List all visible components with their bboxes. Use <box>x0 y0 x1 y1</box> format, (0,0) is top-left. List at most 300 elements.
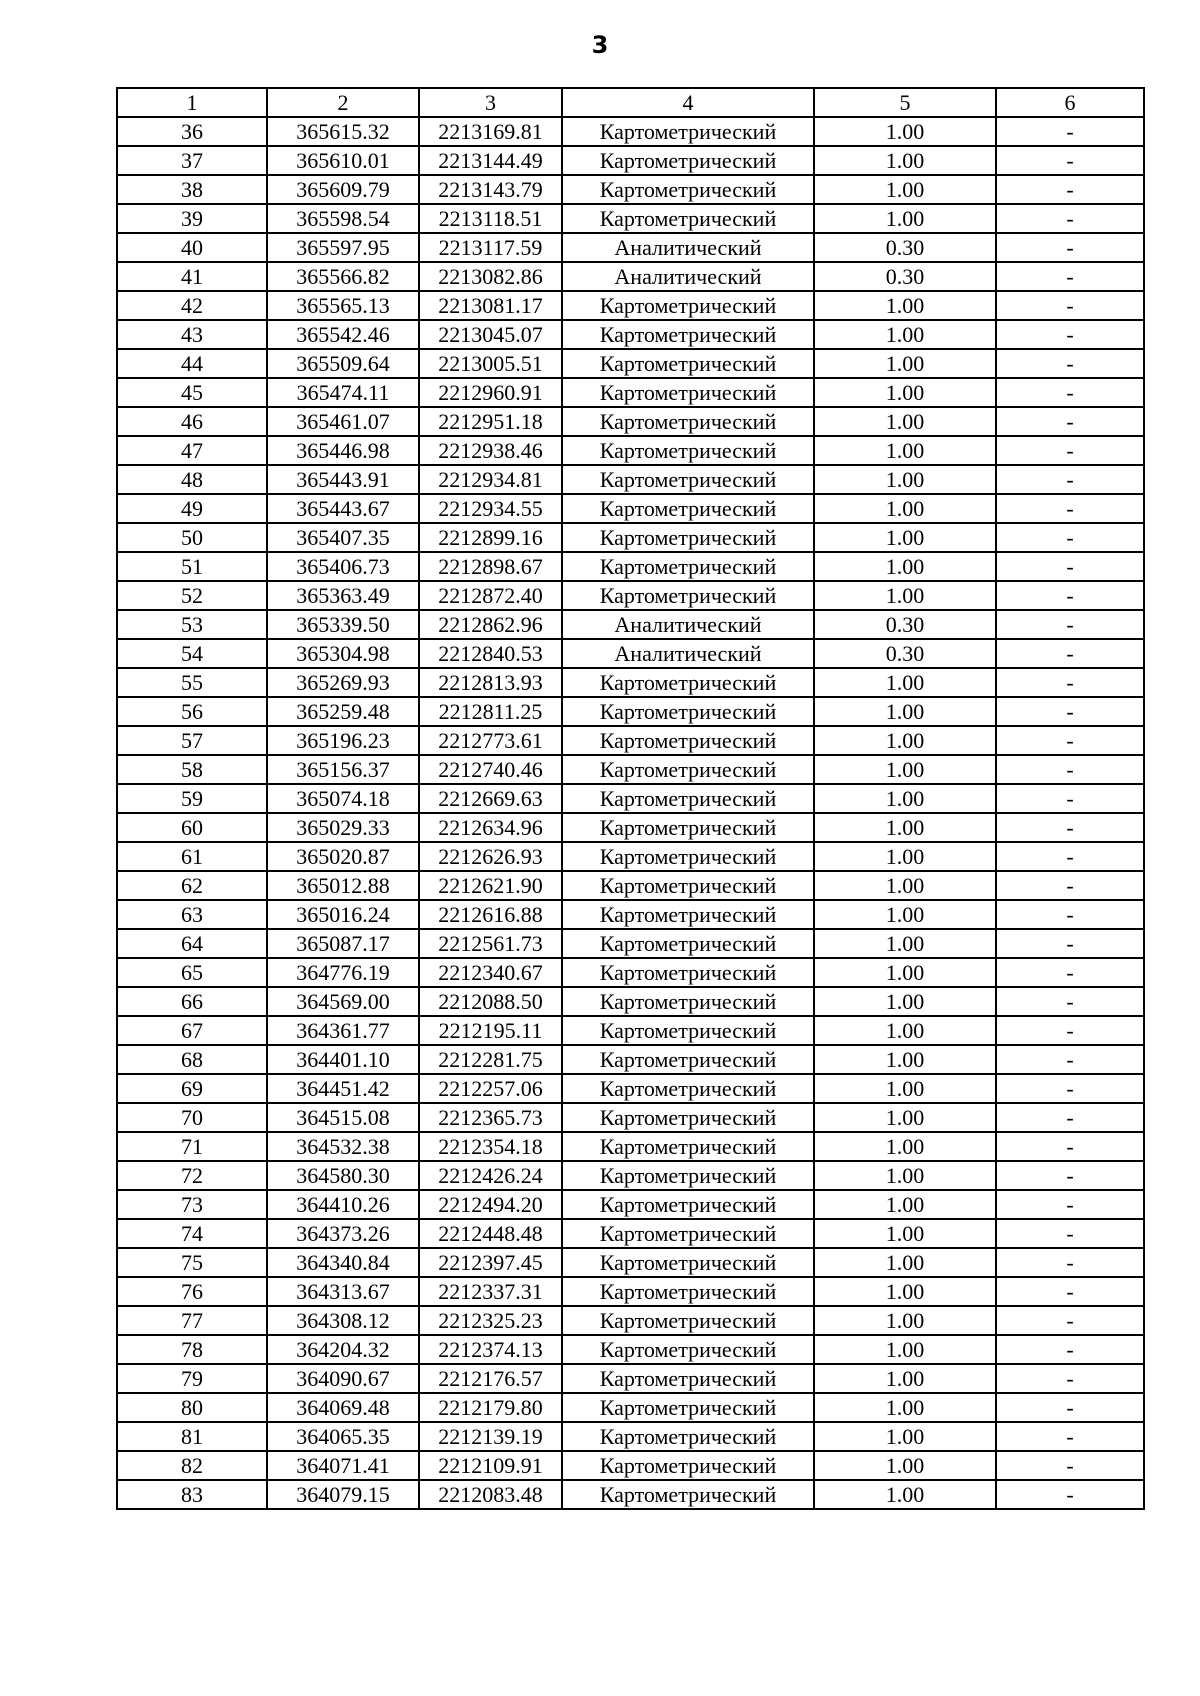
point-number-cell: 57 <box>117 726 267 755</box>
table-row <box>117 436 1144 465</box>
accuracy-cell: 0.30 <box>814 233 996 262</box>
y-coordinate-cell: 2213082.86 <box>419 262 562 291</box>
description-cell: - <box>996 610 1144 639</box>
table-row <box>117 552 1144 581</box>
table-row <box>117 1219 1144 1248</box>
table-row <box>117 494 1144 523</box>
method-cell: Картометрический <box>562 755 814 784</box>
point-number-cell: 67 <box>117 1016 267 1045</box>
accuracy-cell: 1.00 <box>814 175 996 204</box>
y-coordinate-cell: 2212561.73 <box>419 929 562 958</box>
description-cell: - <box>996 175 1144 204</box>
x-coordinate-cell: 364361.77 <box>267 1016 419 1045</box>
method-cell: Картометрический <box>562 668 814 697</box>
y-coordinate-cell: 2212872.40 <box>419 581 562 610</box>
table-row <box>117 1451 1144 1480</box>
description-cell: - <box>996 378 1144 407</box>
table-row <box>117 349 1144 378</box>
x-coordinate-cell: 365304.98 <box>267 639 419 668</box>
y-coordinate-cell: 2212811.25 <box>419 697 562 726</box>
y-coordinate-cell: 2212337.31 <box>419 1277 562 1306</box>
x-coordinate-cell: 364401.10 <box>267 1045 419 1074</box>
point-number-cell: 70 <box>117 1103 267 1132</box>
table-row <box>117 1016 1144 1045</box>
description-cell: - <box>996 233 1144 262</box>
point-number-cell: 44 <box>117 349 267 378</box>
method-cell: Картометрический <box>562 552 814 581</box>
method-cell: Картометрический <box>562 465 814 494</box>
point-number-cell: 50 <box>117 523 267 552</box>
point-number-cell: 62 <box>117 871 267 900</box>
page-number: 3 <box>591 31 609 59</box>
x-coordinate-cell: 364071.41 <box>267 1451 419 1480</box>
table-row <box>117 755 1144 784</box>
point-number-cell: 81 <box>117 1422 267 1451</box>
description-cell: - <box>996 1335 1144 1364</box>
point-number-cell: 36 <box>117 117 267 146</box>
accuracy-cell: 1.00 <box>814 523 996 552</box>
table-row <box>117 726 1144 755</box>
method-cell: Картометрический <box>562 1103 814 1132</box>
table-row <box>117 407 1144 436</box>
point-number-cell: 73 <box>117 1190 267 1219</box>
description-cell: - <box>996 726 1144 755</box>
table-row <box>117 929 1144 958</box>
table-row <box>117 1277 1144 1306</box>
y-coordinate-cell: 2212494.20 <box>419 1190 562 1219</box>
method-cell: Картометрический <box>562 1190 814 1219</box>
x-coordinate-cell: 365363.49 <box>267 581 419 610</box>
accuracy-cell: 1.00 <box>814 320 996 349</box>
point-number-cell: 46 <box>117 407 267 436</box>
table-row <box>117 1364 1144 1393</box>
table-row <box>117 668 1144 697</box>
accuracy-cell: 1.00 <box>814 1306 996 1335</box>
x-coordinate-cell: 365615.32 <box>267 117 419 146</box>
description-cell: - <box>996 146 1144 175</box>
table-row <box>117 291 1144 320</box>
point-number-cell: 54 <box>117 639 267 668</box>
x-coordinate-cell: 365598.54 <box>267 204 419 233</box>
method-cell: Картометрический <box>562 871 814 900</box>
point-number-cell: 77 <box>117 1306 267 1335</box>
accuracy-cell: 1.00 <box>814 436 996 465</box>
y-coordinate-cell: 2212773.61 <box>419 726 562 755</box>
accuracy-cell: 1.00 <box>814 1161 996 1190</box>
table-row <box>117 175 1144 204</box>
x-coordinate-cell: 364308.12 <box>267 1306 419 1335</box>
table-row <box>117 871 1144 900</box>
table-header-row <box>117 88 1144 117</box>
y-coordinate-cell: 2212960.91 <box>419 378 562 407</box>
x-coordinate-cell: 365016.24 <box>267 900 419 929</box>
method-cell: Картометрический <box>562 349 814 378</box>
x-coordinate-cell: 365259.48 <box>267 697 419 726</box>
description-cell: - <box>996 1364 1144 1393</box>
method-cell: Картометрический <box>562 1219 814 1248</box>
accuracy-cell: 1.00 <box>814 900 996 929</box>
accuracy-cell: 1.00 <box>814 291 996 320</box>
y-coordinate-cell: 2212621.90 <box>419 871 562 900</box>
description-cell: - <box>996 900 1144 929</box>
description-cell: - <box>996 204 1144 233</box>
method-cell: Картометрический <box>562 784 814 813</box>
description-cell: - <box>996 755 1144 784</box>
accuracy-cell: 1.00 <box>814 1132 996 1161</box>
x-coordinate-cell: 365407.35 <box>267 523 419 552</box>
description-cell: - <box>996 349 1144 378</box>
accuracy-cell: 0.30 <box>814 639 996 668</box>
x-coordinate-cell: 365542.46 <box>267 320 419 349</box>
description-cell: - <box>996 987 1144 1016</box>
method-cell: Картометрический <box>562 1451 814 1480</box>
accuracy-cell: 1.00 <box>814 407 996 436</box>
y-coordinate-cell: 2212862.96 <box>419 610 562 639</box>
y-coordinate-cell: 2213117.59 <box>419 233 562 262</box>
method-cell: Картометрический <box>562 1074 814 1103</box>
description-cell: - <box>996 1190 1144 1219</box>
accuracy-cell: 1.00 <box>814 1335 996 1364</box>
accuracy-cell: 1.00 <box>814 1393 996 1422</box>
y-coordinate-cell: 2212426.24 <box>419 1161 562 1190</box>
point-number-cell: 53 <box>117 610 267 639</box>
point-number-cell: 64 <box>117 929 267 958</box>
method-cell: Картометрический <box>562 407 814 436</box>
accuracy-cell: 1.00 <box>814 1248 996 1277</box>
y-coordinate-cell: 2212840.53 <box>419 639 562 668</box>
point-number-cell: 69 <box>117 1074 267 1103</box>
x-coordinate-cell: 365565.13 <box>267 291 419 320</box>
point-number-cell: 68 <box>117 1045 267 1074</box>
point-number-cell: 78 <box>117 1335 267 1364</box>
description-cell: - <box>996 1103 1144 1132</box>
accuracy-cell: 1.00 <box>814 987 996 1016</box>
description-cell: - <box>996 465 1144 494</box>
table-row <box>117 697 1144 726</box>
x-coordinate-cell: 365509.64 <box>267 349 419 378</box>
point-number-cell: 39 <box>117 204 267 233</box>
description-cell: - <box>996 958 1144 987</box>
accuracy-cell: 1.00 <box>814 117 996 146</box>
method-cell: Картометрический <box>562 697 814 726</box>
x-coordinate-cell: 365597.95 <box>267 233 419 262</box>
description-cell: - <box>996 523 1144 552</box>
x-coordinate-cell: 364410.26 <box>267 1190 419 1219</box>
point-number-cell: 83 <box>117 1480 267 1509</box>
description-cell: - <box>996 117 1144 146</box>
method-cell: Картометрический <box>562 1422 814 1451</box>
table-row <box>117 465 1144 494</box>
method-cell: Картометрический <box>562 378 814 407</box>
table-row <box>117 523 1144 552</box>
description-cell: - <box>996 1248 1144 1277</box>
y-coordinate-cell: 2212083.48 <box>419 1480 562 1509</box>
accuracy-cell: 1.00 <box>814 1451 996 1480</box>
description-cell: - <box>996 1451 1144 1480</box>
y-coordinate-cell: 2213005.51 <box>419 349 562 378</box>
y-coordinate-cell: 2213045.07 <box>419 320 562 349</box>
table-row <box>117 610 1144 639</box>
description-cell: - <box>996 784 1144 813</box>
point-number-cell: 82 <box>117 1451 267 1480</box>
table-row <box>117 639 1144 668</box>
y-coordinate-cell: 2213081.17 <box>419 291 562 320</box>
point-number-cell: 42 <box>117 291 267 320</box>
description-cell: - <box>996 668 1144 697</box>
x-coordinate-cell: 364079.15 <box>267 1480 419 1509</box>
method-cell: Картометрический <box>562 1393 814 1422</box>
x-coordinate-cell: 365474.11 <box>267 378 419 407</box>
point-number-cell: 38 <box>117 175 267 204</box>
method-cell: Картометрический <box>562 175 814 204</box>
description-cell: - <box>996 1016 1144 1045</box>
accuracy-cell: 1.00 <box>814 958 996 987</box>
method-cell: Картометрический <box>562 146 814 175</box>
point-number-cell: 47 <box>117 436 267 465</box>
x-coordinate-cell: 364532.38 <box>267 1132 419 1161</box>
point-number-cell: 76 <box>117 1277 267 1306</box>
table-row <box>117 117 1144 146</box>
accuracy-cell: 1.00 <box>814 1103 996 1132</box>
x-coordinate-cell: 365443.67 <box>267 494 419 523</box>
y-coordinate-cell: 2212934.81 <box>419 465 562 494</box>
accuracy-cell: 1.00 <box>814 697 996 726</box>
y-coordinate-cell: 2212325.23 <box>419 1306 562 1335</box>
y-coordinate-cell: 2212340.67 <box>419 958 562 987</box>
accuracy-cell: 1.00 <box>814 1219 996 1248</box>
method-cell: Картометрический <box>562 987 814 1016</box>
y-coordinate-cell: 2212397.45 <box>419 1248 562 1277</box>
x-coordinate-cell: 365196.23 <box>267 726 419 755</box>
table-row <box>117 581 1144 610</box>
y-coordinate-cell: 2212951.18 <box>419 407 562 436</box>
description-cell: - <box>996 1132 1144 1161</box>
y-coordinate-cell: 2213169.81 <box>419 117 562 146</box>
accuracy-cell: 1.00 <box>814 929 996 958</box>
table-row <box>117 842 1144 871</box>
x-coordinate-cell: 365012.88 <box>267 871 419 900</box>
description-cell: - <box>996 871 1144 900</box>
column-header: 5 <box>814 88 996 117</box>
coordinates-table <box>116 87 1145 1510</box>
description-cell: - <box>996 1393 1144 1422</box>
method-cell: Картометрический <box>562 1364 814 1393</box>
method-cell: Картометрический <box>562 1277 814 1306</box>
x-coordinate-cell: 364090.67 <box>267 1364 419 1393</box>
method-cell: Картометрический <box>562 1132 814 1161</box>
accuracy-cell: 1.00 <box>814 784 996 813</box>
x-coordinate-cell: 364569.00 <box>267 987 419 1016</box>
accuracy-cell: 1.00 <box>814 1364 996 1393</box>
point-number-cell: 74 <box>117 1219 267 1248</box>
point-number-cell: 61 <box>117 842 267 871</box>
table-row <box>117 1306 1144 1335</box>
y-coordinate-cell: 2212257.06 <box>419 1074 562 1103</box>
description-cell: - <box>996 291 1144 320</box>
method-cell: Картометрический <box>562 842 814 871</box>
x-coordinate-cell: 364776.19 <box>267 958 419 987</box>
point-number-cell: 58 <box>117 755 267 784</box>
y-coordinate-cell: 2212354.18 <box>419 1132 562 1161</box>
x-coordinate-cell: 365609.79 <box>267 175 419 204</box>
x-coordinate-cell: 365461.07 <box>267 407 419 436</box>
table-row <box>117 1480 1144 1509</box>
column-header: 1 <box>117 88 267 117</box>
accuracy-cell: 1.00 <box>814 552 996 581</box>
x-coordinate-cell: 365020.87 <box>267 842 419 871</box>
y-coordinate-cell: 2212448.48 <box>419 1219 562 1248</box>
description-cell: - <box>996 1219 1144 1248</box>
accuracy-cell: 1.00 <box>814 1045 996 1074</box>
method-cell: Картометрический <box>562 1480 814 1509</box>
table-row <box>117 784 1144 813</box>
description-cell: - <box>996 436 1144 465</box>
accuracy-cell: 1.00 <box>814 378 996 407</box>
x-coordinate-cell: 364451.42 <box>267 1074 419 1103</box>
accuracy-cell: 1.00 <box>814 842 996 871</box>
method-cell: Аналитический <box>562 610 814 639</box>
point-number-cell: 49 <box>117 494 267 523</box>
table-row <box>117 900 1144 929</box>
table-row <box>117 1074 1144 1103</box>
y-coordinate-cell: 2212616.88 <box>419 900 562 929</box>
description-cell: - <box>996 1480 1144 1509</box>
y-coordinate-cell: 2212634.96 <box>419 813 562 842</box>
point-number-cell: 59 <box>117 784 267 813</box>
y-coordinate-cell: 2212139.19 <box>419 1422 562 1451</box>
column-header: 4 <box>562 88 814 117</box>
x-coordinate-cell: 365566.82 <box>267 262 419 291</box>
column-header: 6 <box>996 88 1144 117</box>
method-cell: Картометрический <box>562 1306 814 1335</box>
table-row <box>117 1335 1144 1364</box>
y-coordinate-cell: 2212669.63 <box>419 784 562 813</box>
method-cell: Картометрический <box>562 320 814 349</box>
method-cell: Картометрический <box>562 813 814 842</box>
y-coordinate-cell: 2212195.11 <box>419 1016 562 1045</box>
accuracy-cell: 1.00 <box>814 1422 996 1451</box>
table-row <box>117 958 1144 987</box>
point-number-cell: 45 <box>117 378 267 407</box>
point-number-cell: 65 <box>117 958 267 987</box>
y-coordinate-cell: 2212813.93 <box>419 668 562 697</box>
description-cell: - <box>996 262 1144 291</box>
accuracy-cell: 1.00 <box>814 1074 996 1103</box>
y-coordinate-cell: 2212374.13 <box>419 1335 562 1364</box>
description-cell: - <box>996 407 1144 436</box>
x-coordinate-cell: 365446.98 <box>267 436 419 465</box>
accuracy-cell: 0.30 <box>814 262 996 291</box>
description-cell: - <box>996 1277 1144 1306</box>
accuracy-cell: 1.00 <box>814 813 996 842</box>
point-number-cell: 51 <box>117 552 267 581</box>
x-coordinate-cell: 364065.35 <box>267 1422 419 1451</box>
table-row <box>117 813 1144 842</box>
accuracy-cell: 1.00 <box>814 1480 996 1509</box>
table-row <box>117 233 1144 262</box>
point-number-cell: 71 <box>117 1132 267 1161</box>
method-cell: Картометрический <box>562 291 814 320</box>
table-row <box>117 146 1144 175</box>
description-cell: - <box>996 1045 1144 1074</box>
method-cell: Картометрический <box>562 436 814 465</box>
method-cell: Картометрический <box>562 204 814 233</box>
table-row <box>117 1103 1144 1132</box>
accuracy-cell: 1.00 <box>814 1016 996 1045</box>
method-cell: Картометрический <box>562 1016 814 1045</box>
method-cell: Аналитический <box>562 233 814 262</box>
table-row <box>117 204 1144 233</box>
accuracy-cell: 1.00 <box>814 1190 996 1219</box>
x-coordinate-cell: 365156.37 <box>267 755 419 784</box>
table-row <box>117 1132 1144 1161</box>
table-row <box>117 262 1144 291</box>
method-cell: Картометрический <box>562 958 814 987</box>
table-row <box>117 1045 1144 1074</box>
y-coordinate-cell: 2212898.67 <box>419 552 562 581</box>
table-row <box>117 1248 1144 1277</box>
y-coordinate-cell: 2212179.80 <box>419 1393 562 1422</box>
method-cell: Аналитический <box>562 262 814 291</box>
description-cell: - <box>996 1161 1144 1190</box>
y-coordinate-cell: 2212938.46 <box>419 436 562 465</box>
table-row <box>117 378 1144 407</box>
y-coordinate-cell: 2212365.73 <box>419 1103 562 1132</box>
x-coordinate-cell: 365269.93 <box>267 668 419 697</box>
point-number-cell: 60 <box>117 813 267 842</box>
method-cell: Картометрический <box>562 900 814 929</box>
point-number-cell: 55 <box>117 668 267 697</box>
accuracy-cell: 1.00 <box>814 1277 996 1306</box>
x-coordinate-cell: 364340.84 <box>267 1248 419 1277</box>
method-cell: Картометрический <box>562 1248 814 1277</box>
description-cell: - <box>996 639 1144 668</box>
point-number-cell: 56 <box>117 697 267 726</box>
x-coordinate-cell: 365339.50 <box>267 610 419 639</box>
x-coordinate-cell: 364069.48 <box>267 1393 419 1422</box>
y-coordinate-cell: 2213143.79 <box>419 175 562 204</box>
point-number-cell: 37 <box>117 146 267 175</box>
accuracy-cell: 1.00 <box>814 668 996 697</box>
method-cell: Картометрический <box>562 117 814 146</box>
method-cell: Картометрический <box>562 929 814 958</box>
y-coordinate-cell: 2212934.55 <box>419 494 562 523</box>
accuracy-cell: 1.00 <box>814 755 996 784</box>
y-coordinate-cell: 2212626.93 <box>419 842 562 871</box>
table-body <box>117 117 1144 1509</box>
point-number-cell: 72 <box>117 1161 267 1190</box>
accuracy-cell: 1.00 <box>814 465 996 494</box>
table-row <box>117 987 1144 1016</box>
accuracy-cell: 1.00 <box>814 871 996 900</box>
x-coordinate-cell: 365610.01 <box>267 146 419 175</box>
x-coordinate-cell: 364204.32 <box>267 1335 419 1364</box>
description-cell: - <box>996 320 1144 349</box>
y-coordinate-cell: 2212740.46 <box>419 755 562 784</box>
x-coordinate-cell: 365443.91 <box>267 465 419 494</box>
y-coordinate-cell: 2213144.49 <box>419 146 562 175</box>
accuracy-cell: 1.00 <box>814 204 996 233</box>
accuracy-cell: 1.00 <box>814 581 996 610</box>
y-coordinate-cell: 2212109.91 <box>419 1451 562 1480</box>
method-cell: Картометрический <box>562 494 814 523</box>
point-number-cell: 40 <box>117 233 267 262</box>
table-row <box>117 1161 1144 1190</box>
description-cell: - <box>996 1422 1144 1451</box>
point-number-cell: 52 <box>117 581 267 610</box>
accuracy-cell: 1.00 <box>814 494 996 523</box>
description-cell: - <box>996 1074 1144 1103</box>
